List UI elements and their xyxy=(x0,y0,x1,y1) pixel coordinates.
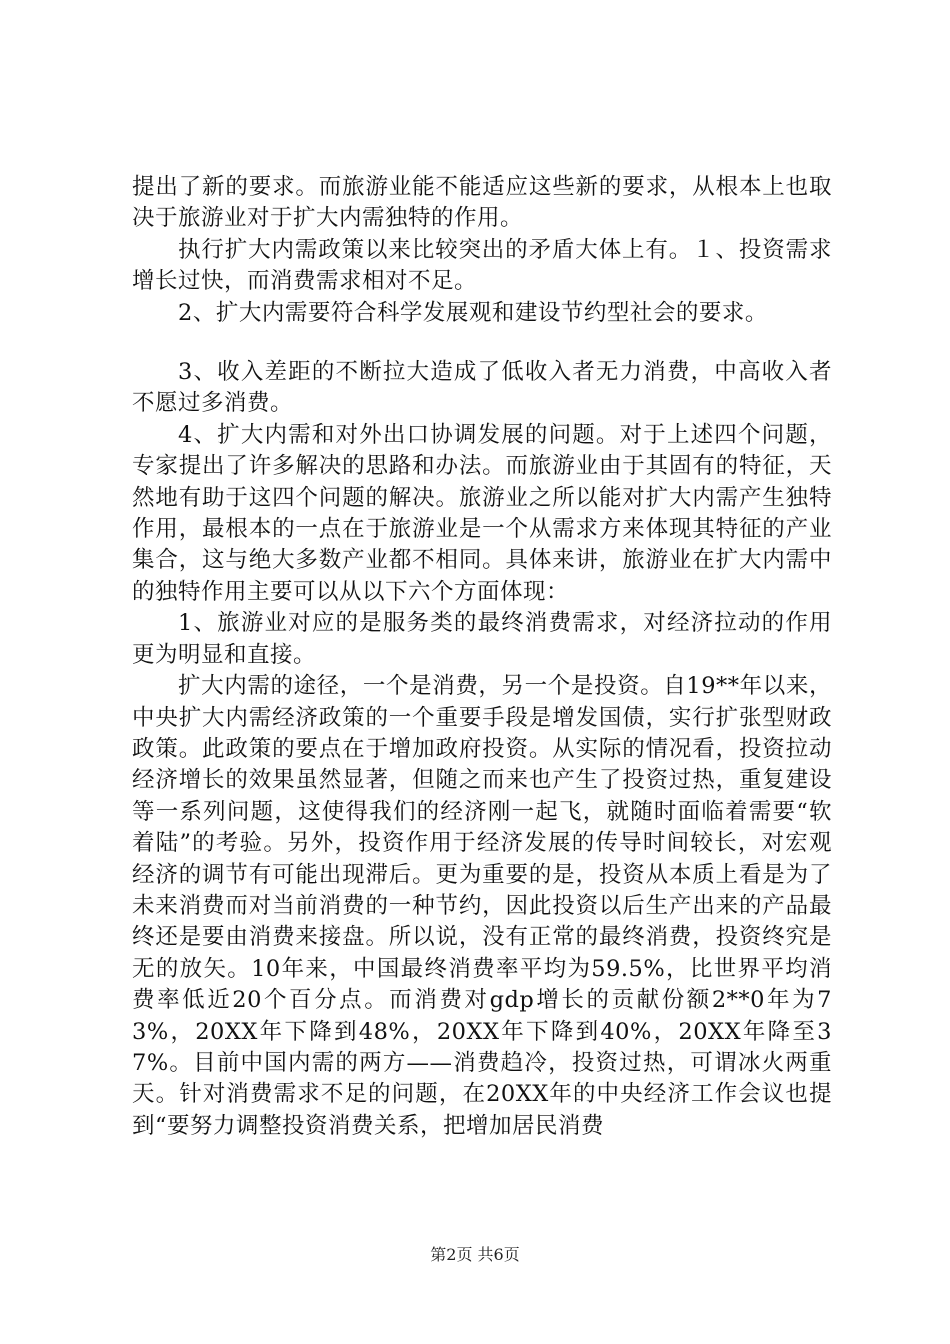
paragraph-point-4: 4、扩大内需和对外出口协调发展的问题。对于上述四个问题，专家提出了许多解决的思路和办法。而旅游业由于其固有的特征，天然地有助于这四个问题的解决。旅游业之所以能对扩大内需产生独特作用，最根本的一点在于旅游业是一个从需求方来体现其特征的产业集合，这与绝大多数产业都不相同。具体来讲，旅游业在扩大内需中的独特作用主要可以从以下六个方面体现： xyxy=(132,421,832,605)
paragraph-contradictions: 执行扩大内需政策以来比较突出的矛盾大体上有。１、投资需求增长过快，而消费需求相对不足。 xyxy=(132,236,832,295)
paragraph-tourism-role-1: 1、旅游业对应的是服务类的最终消费需求，对经济拉动的作用更为明显和直接。 xyxy=(132,610,832,668)
blank-line xyxy=(132,329,832,357)
page-number-footer: 第2页 共6页 xyxy=(430,1245,520,1264)
paragraph-point-2: 2、扩大内需要符合科学发展观和建设节约型社会的要求。 xyxy=(178,299,768,326)
document-body xyxy=(132,172,832,1142)
paragraph-point-3: 3、收入差距的不断拉大造成了低收入者无力消费，中高收入者不愿过多消费。 xyxy=(132,359,832,417)
paragraph-continuation: 提出了新的要求。而旅游业能不能适应这些新的要求，从根本上也取决于旅游业对于扩大内需独特的作用。 xyxy=(132,174,832,232)
paragraph-domestic-demand: 扩大内需的途径，一个是消费，另一个是投资。自19**年以来，中央扩大内需经济政策的一个重要手段是增发国债，实行扩张型财政政策。此政策的要点在于增加政府投资。从实际的情况看，投资拉动经济增长的效果虽然显著，但随之而来也产生了投资过热，重复建设等一系列问题，这使得我们的经济刚一起飞，就随时面临着需要“软着陆”的考验。另外，投资作用于经济发展的传导时间较长，对宏观经济的调节有可能出现滞后。更为重要的是，投资从本质上看是为了未来消费而对当前消费的一种节约，因此投资以后生产出来的产品最终还是要由消费来接盘。所以说，没有正常的最终消费，投资终究是无的放矢。10年来，中国最终消费率平均为59.5%，比世界平均消费率低近20个百分点。而消费对gdp增长的贡献份额2**0年为73%，20XX年下降到48%，20XX年下降到40%，20XX年降至37%。目前中国内需的两方——消费趋冷，投资过热，可谓冰火两重天。针对消费需求不足的问题，在20XX年的中央经济工作会议也提到“要努力调整投资消费关系，把增加居民消费 xyxy=(132,673,832,1139)
